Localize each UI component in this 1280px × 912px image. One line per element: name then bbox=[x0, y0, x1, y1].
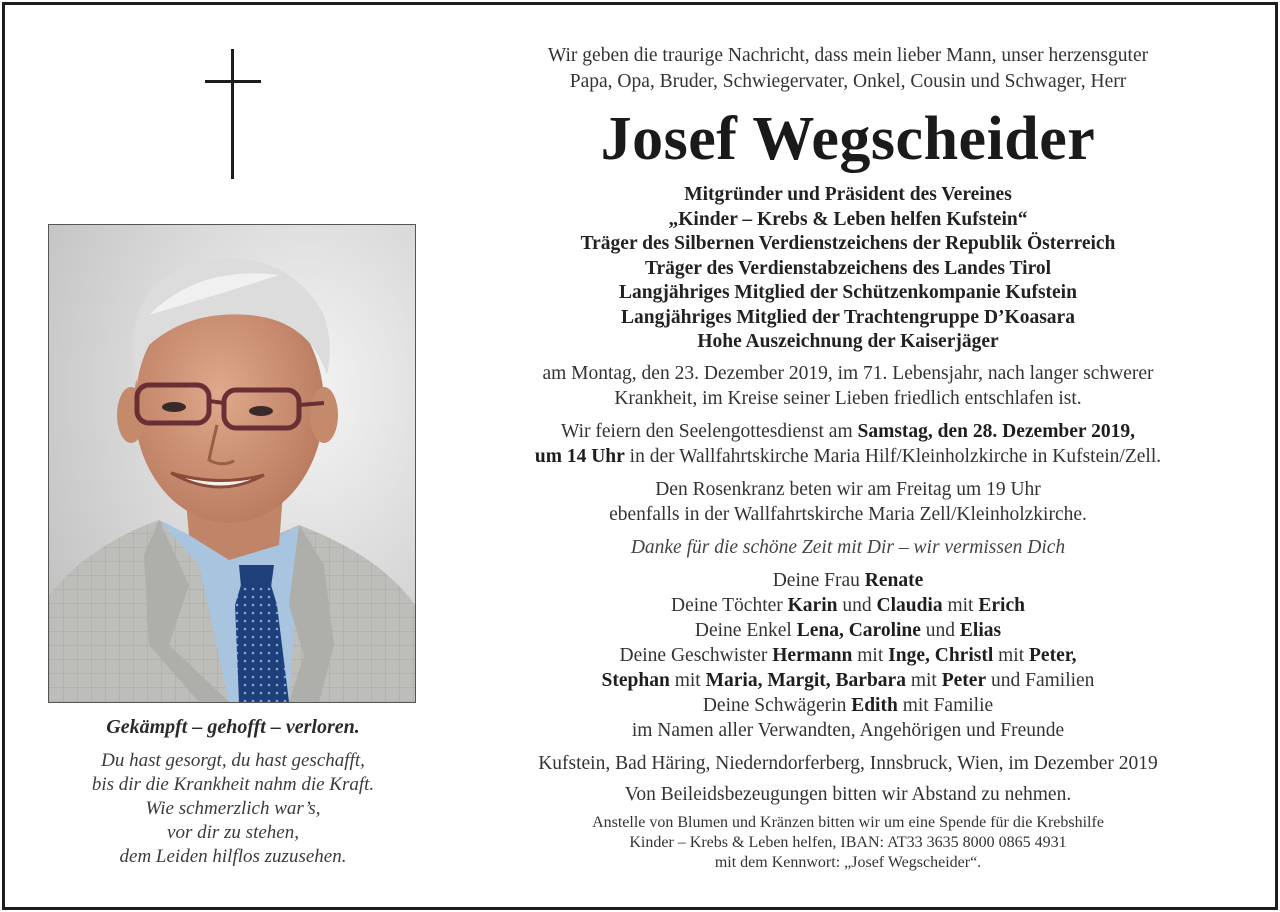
family-member: Lena, Caroline bbox=[796, 619, 921, 641]
family-line: Deine Frau Renate bbox=[772, 569, 924, 591]
family-line: Stephan mit Maria, Margit, Barbara mit Peter und Familien bbox=[601, 669, 1095, 691]
poem bbox=[25, 749, 441, 869]
honor-line: Langjähriges Mitglied der Schützenkompanie Kufstein bbox=[619, 282, 1077, 303]
honor-line: Langjähriges Mitglied der Trachtengruppe D’Koasara bbox=[621, 306, 1075, 328]
donation-line: mit dem Kennwort: „Josef Wegscheider“. bbox=[714, 853, 982, 871]
honor-line: Hohe Auszeichnung der Kaiserjäger bbox=[697, 331, 999, 352]
family-list bbox=[460, 568, 1236, 743]
rosary-line: Den Rosenkranz beten wir am Freitag um 19 Uhr bbox=[655, 478, 1041, 500]
honor-line: Träger des Silbernen Verdienstzeichens der Republik Österreich bbox=[580, 233, 1116, 254]
family-line: im Namen aller Verwandten, Angehörigen und Freunde bbox=[631, 719, 1065, 741]
family-member: Claudia bbox=[876, 594, 943, 616]
honors-list bbox=[460, 183, 1236, 355]
places-date: Kufstein, Bad Häring, Niederndorferberg, Innsbruck, Wien, im Dezember 2019 bbox=[538, 752, 1158, 774]
death-line: Krankheit, im Kreise seiner Lieben friedlich entschlafen ist. bbox=[614, 387, 1082, 409]
donation-line: Anstelle von Blumen und Kränzen bitten wir um eine Spende für die Krebshilfe bbox=[592, 813, 1104, 831]
poem-line: Du hast gesorgt, du hast geschafft, bbox=[101, 750, 365, 771]
intro-line: Wir geben die traurige Nachricht, dass mein lieber Mann, unser herzensguter bbox=[547, 45, 1149, 66]
family-member: Inge, Christl bbox=[888, 644, 994, 666]
poem-line: Wie schmerzlich war’s, bbox=[145, 798, 321, 819]
left-column bbox=[25, 716, 441, 869]
family-member: Hermann bbox=[772, 644, 853, 666]
mass-text: Wir feiern den Seelengottesdienst am bbox=[561, 420, 858, 442]
death-line: am Montag, den 23. Dezember 2019, im 71. Lebensjahr, nach langer schwerer bbox=[542, 362, 1154, 384]
family-member: Erich bbox=[978, 594, 1025, 616]
honor-line: Mitgründer und Präsident des Vereines bbox=[684, 184, 1012, 205]
condolence-note: Von Beileidsbezeugungen bitten wir Abstand zu nehmen. bbox=[624, 783, 1072, 805]
cross-icon bbox=[205, 49, 261, 179]
right-column bbox=[460, 43, 1236, 873]
family-member: Edith bbox=[851, 694, 898, 716]
family-member: Maria, Margit, Barbara bbox=[705, 669, 906, 691]
portrait-photo bbox=[48, 224, 416, 703]
mass-location: in der Wallfahrtskirche Maria Hilf/Kleinholzkirche in Kufstein/Zell. bbox=[624, 445, 1162, 467]
mass-time: um 14 Uhr bbox=[534, 445, 625, 467]
obituary-notice bbox=[2, 2, 1278, 910]
deceased-name: Josef Wegscheider bbox=[600, 105, 1096, 173]
mass-info bbox=[460, 419, 1236, 469]
mass-line bbox=[460, 444, 1236, 469]
honor-line: Träger des Verdienstabzeichens des Landes Tirol bbox=[644, 257, 1052, 279]
rosary-line: ebenfalls in der Wallfahrtskirche Maria Zell/Kleinholzkirche. bbox=[609, 503, 1087, 525]
family-line: Deine Schwägerin Edith mit Familie bbox=[702, 694, 994, 716]
honor-line: „Kinder – Krebs & Leben helfen Kufstein“ bbox=[668, 208, 1028, 230]
poem-line: vor dir zu stehen, bbox=[167, 822, 299, 843]
family-member: Peter bbox=[941, 669, 987, 691]
family-member: Peter, bbox=[1029, 644, 1077, 666]
family-member: Karin bbox=[787, 594, 838, 616]
rosary-info bbox=[460, 477, 1236, 527]
donation-line: Kinder – Krebs & Leben helfen, IBAN: AT33 3635 8000 0865 4931 bbox=[629, 833, 1067, 851]
death-statement bbox=[460, 361, 1236, 411]
family-member: Renate bbox=[864, 569, 924, 591]
thanks-line: Danke für die schöne Zeit mit Dir – wir vermissen Dich bbox=[630, 536, 1066, 558]
motto: Gekämpft – gehofft – verloren. bbox=[106, 716, 360, 738]
poem-line: dem Leiden hilflos zuzusehen. bbox=[119, 846, 347, 867]
intro-line: Papa, Opa, Bruder, Schwiegervater, Onkel, Cousin und Schwager, Herr bbox=[569, 71, 1127, 92]
mass-line bbox=[460, 419, 1236, 444]
family-line: Deine Enkel Lena, Caroline und Elias bbox=[694, 619, 1002, 641]
family-line: Deine Geschwister Hermann mit Inge, Christl mit Peter, bbox=[619, 644, 1077, 666]
intro bbox=[460, 43, 1236, 95]
poem-line: bis dir die Krankheit nahm die Kraft. bbox=[91, 774, 375, 795]
family-line: Deine Töchter Karin und Claudia mit Erich bbox=[671, 594, 1025, 616]
mass-date: Samstag, den 28. Dezember 2019, bbox=[857, 420, 1135, 442]
family-member: Stephan bbox=[601, 669, 670, 691]
family-member: Elias bbox=[959, 619, 1002, 641]
donation-note bbox=[460, 813, 1236, 873]
